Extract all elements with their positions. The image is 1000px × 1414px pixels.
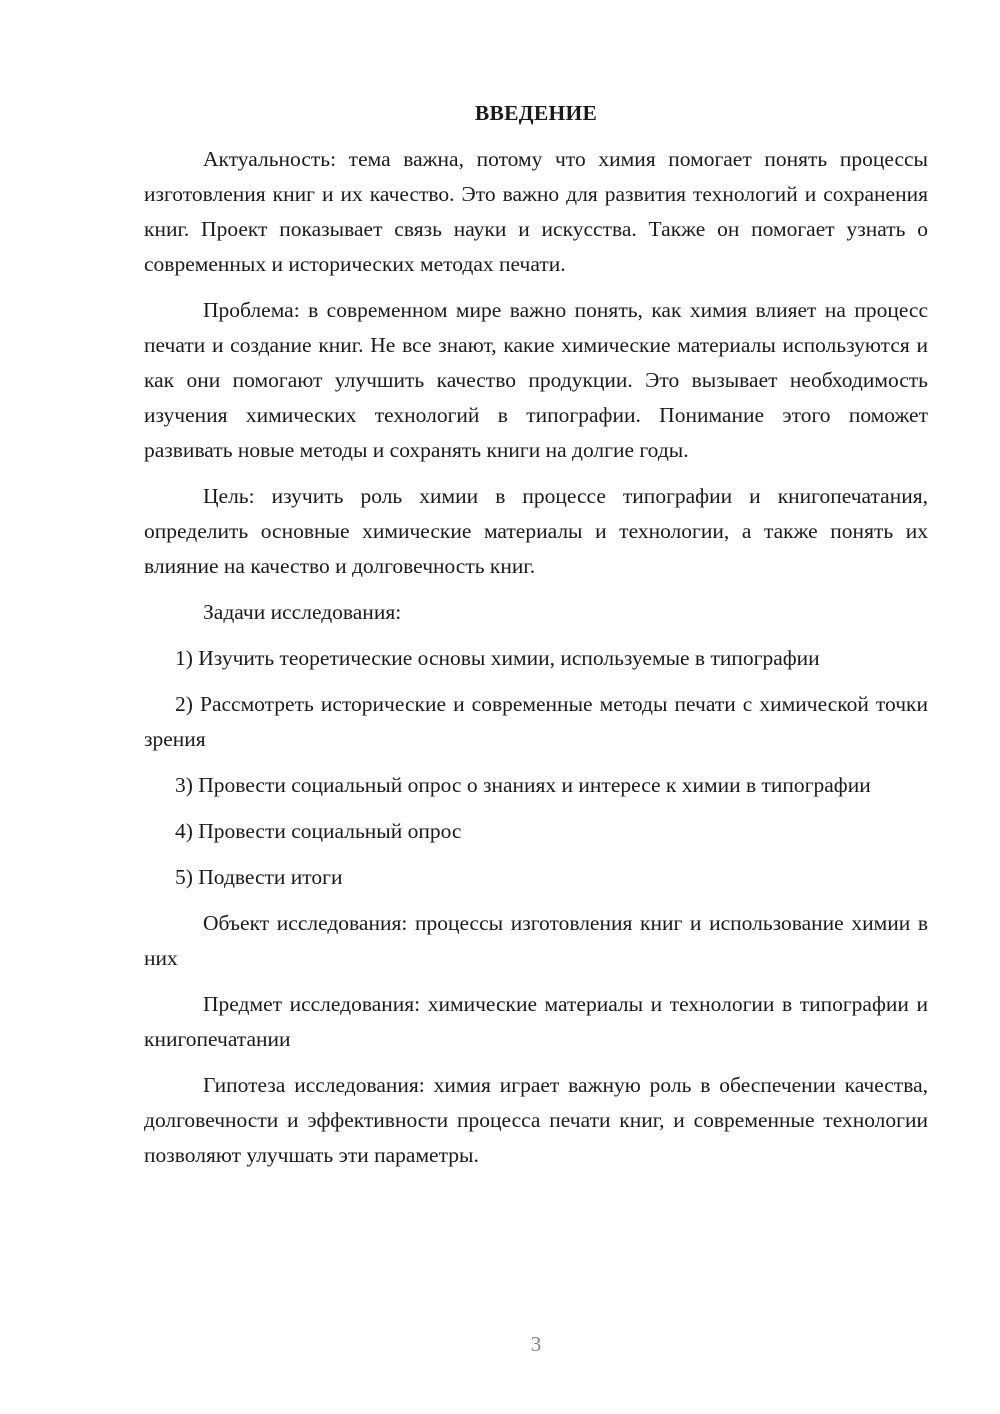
tasks-heading: Задачи исследования: xyxy=(203,600,402,624)
task-item: 4) Провести социальный опрос xyxy=(175,819,462,843)
hypothesis-paragraph: Гипотеза исследования: химия играет важную роль в обеспечении качества, долговечности и эффективности процесса печати книг, и современные технологии позволяют улучшать эти параметры. xyxy=(144,1073,928,1167)
subject-paragraph: Предмет исследования: химические материалы и технологии в типографии и книгопечатании xyxy=(144,992,928,1051)
task-item: 5) Подвести итоги xyxy=(175,865,343,889)
task-item: 1) Изучить теоретические основы химии, используемые в типографии xyxy=(175,646,820,670)
object-paragraph: Объект исследования: процессы изготовления книг и использование химии в них xyxy=(144,911,928,970)
relevance-paragraph: Актуальность: тема важна, потому что химия помогает понять процессы изготовления книг и их качество. Это важно для развития технологий и сохранения книг. Проект показывает связь науки и искусства. Также он помогает узнать о современных и исторических методах печати. xyxy=(144,147,928,276)
task-item: 2) Рассмотреть исторические и современные методы печати с химической точки зрения xyxy=(144,692,928,751)
goal-paragraph: Цель: изучить роль химии в процессе типографии и книгопечатания, определить основные химические материалы и технологии, а также понять их влияние на качество и долговечность книг. xyxy=(144,484,928,578)
page-number: 3 xyxy=(530,1332,542,1356)
task-item: 3) Провести социальный опрос о знаниях и интересе к химии в типографии xyxy=(175,773,871,797)
problem-paragraph: Проблема: в современном мире важно понять, как химия влияет на процесс печати и создание книг. Не все знают, какие химические материалы используются и как они помогают улучшить качество продукции. Это вызывает необходимость изучения химических технологий в типографии. Понимание этого поможет развивать новые методы и сохранять книги на долгие годы. xyxy=(144,298,928,462)
document-page xyxy=(144,96,928,1184)
section-title: ВВЕДЕНИЕ xyxy=(474,101,598,125)
